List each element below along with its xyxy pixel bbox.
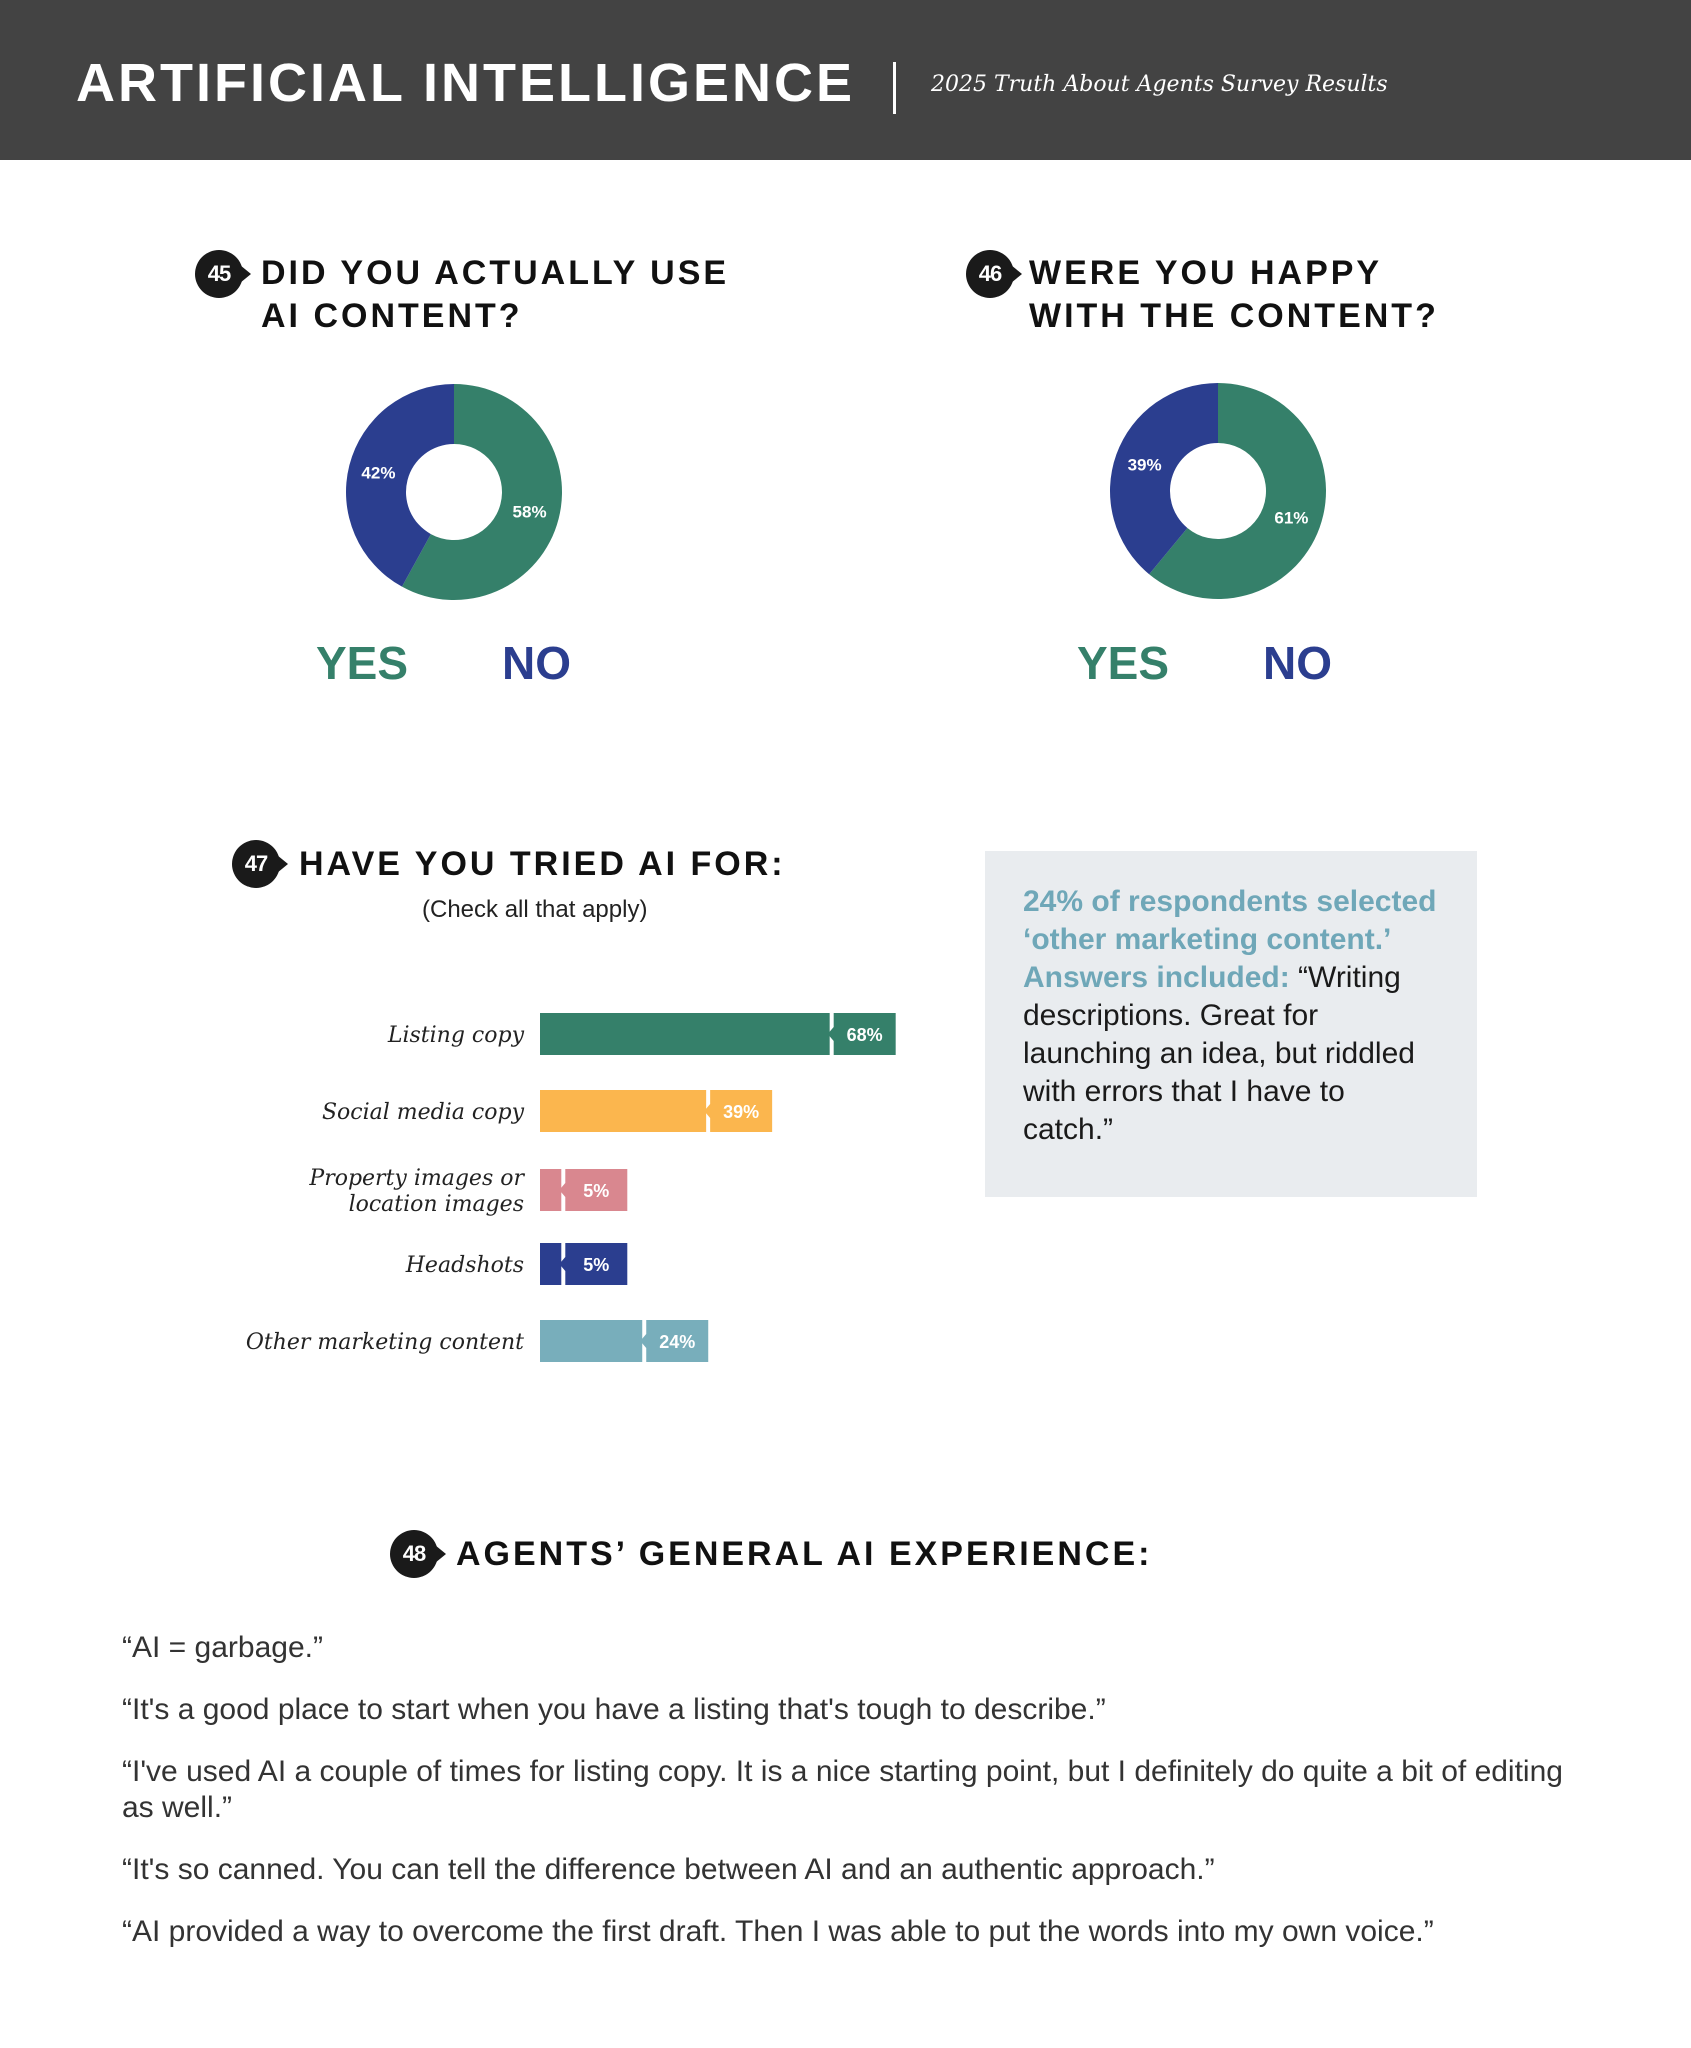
quote-item: “AI provided a way to overcome the first draft. Then I was able to put the words into my own voice.” — [122, 1915, 1434, 1948]
callout-box — [985, 851, 1477, 1197]
question-46-title-line1: WERE YOU HAPPY — [1029, 254, 1383, 292]
donut-chart-q46 — [1108, 381, 1328, 601]
bar-value-label-property-images: 5% — [583, 1181, 610, 1201]
bar-value-label-listing-copy: 68% — [846, 1025, 883, 1045]
question-45-badge: 45 — [195, 250, 243, 298]
bar-value-label-other-marketing-content: 24% — [659, 1332, 696, 1352]
legend-no-q46: NO — [1263, 637, 1332, 689]
bar-category-label-property-images: Property images or — [309, 1166, 524, 1191]
legend-yes-q46: YES — [1077, 637, 1170, 689]
bar-property-images — [540, 1169, 561, 1211]
bar-category-label-property-images: location images — [348, 1192, 524, 1217]
question-46-title — [1029, 252, 1439, 338]
quote-item: “I've used AI a couple of times for listing copy. It is a nice starting point, but I definitely do quite a bit of editing as well.” — [122, 1755, 1563, 1824]
bar-social-media-copy — [540, 1090, 706, 1132]
legend-yes-q45: YES — [316, 637, 409, 689]
callout-body-text: “Writing descriptions. Great for launching an idea, but riddled with errors that I have to catch.” — [1023, 961, 1415, 1146]
question-45-title-line2: AI CONTENT? — [261, 297, 523, 335]
quote-item: “It's so canned. You can tell the difference between AI and an authentic approach.” — [122, 1853, 1215, 1886]
quote-item: “It's a good place to start when you have a listing that's tough to describe.” — [122, 1693, 1106, 1726]
bar-headshots — [540, 1243, 561, 1285]
bar-category-label-other-marketing-content: Other marketing content — [245, 1330, 524, 1355]
callout-lead-text: 24% of respondents selected ‘other marketing content.’ Answers included: — [1023, 885, 1437, 994]
legend-no-q45: NO — [502, 637, 571, 689]
question-46-badge: 46 — [966, 250, 1014, 298]
bar-category-label-headshots: Headshots — [405, 1253, 524, 1278]
bar-category-label-listing-copy: Listing copy — [387, 1023, 524, 1048]
donut-label-q45-yes: 58% — [512, 502, 547, 522]
page-banner — [0, 0, 1691, 160]
donut-label-q45-no: 42% — [361, 463, 396, 483]
question-47-subtitle: (Check all that apply) — [422, 896, 648, 923]
donut-chart-q45 — [344, 382, 564, 602]
bar-listing-copy — [540, 1013, 830, 1055]
quotes-list — [122, 1630, 1602, 1976]
question-45-title — [261, 252, 729, 338]
bar-value-label-social-media-copy: 39% — [723, 1102, 760, 1122]
banner-divider — [893, 62, 896, 114]
donut-label-q46-no: 39% — [1127, 455, 1162, 475]
bar-value-label-headshots: 5% — [583, 1255, 610, 1275]
donut-label-q46-yes: 61% — [1274, 508, 1309, 528]
quote-item: “AI = garbage.” — [122, 1631, 323, 1664]
question-47-badge: 47 — [232, 840, 280, 888]
bar-category-label-social-media-copy: Social media copy — [321, 1100, 524, 1125]
question-47-title: HAVE YOU TRIED AI FOR: — [299, 845, 786, 883]
question-48-title: AGENTS’ GENERAL AI EXPERIENCE: — [456, 1535, 1153, 1573]
banner-subtitle: 2025 Truth About Agents Survey Results — [931, 72, 1388, 97]
question-48-badge: 48 — [390, 1530, 438, 1578]
bar-other-marketing-content — [540, 1320, 642, 1362]
bar-chart-q47 — [200, 985, 940, 1375]
question-45-title-line1: DID YOU ACTUALLY USE — [261, 254, 730, 292]
question-46-title-line2: WITH THE CONTENT? — [1029, 297, 1439, 335]
banner-title: ARTIFICIAL INTELLIGENCE — [76, 53, 855, 113]
